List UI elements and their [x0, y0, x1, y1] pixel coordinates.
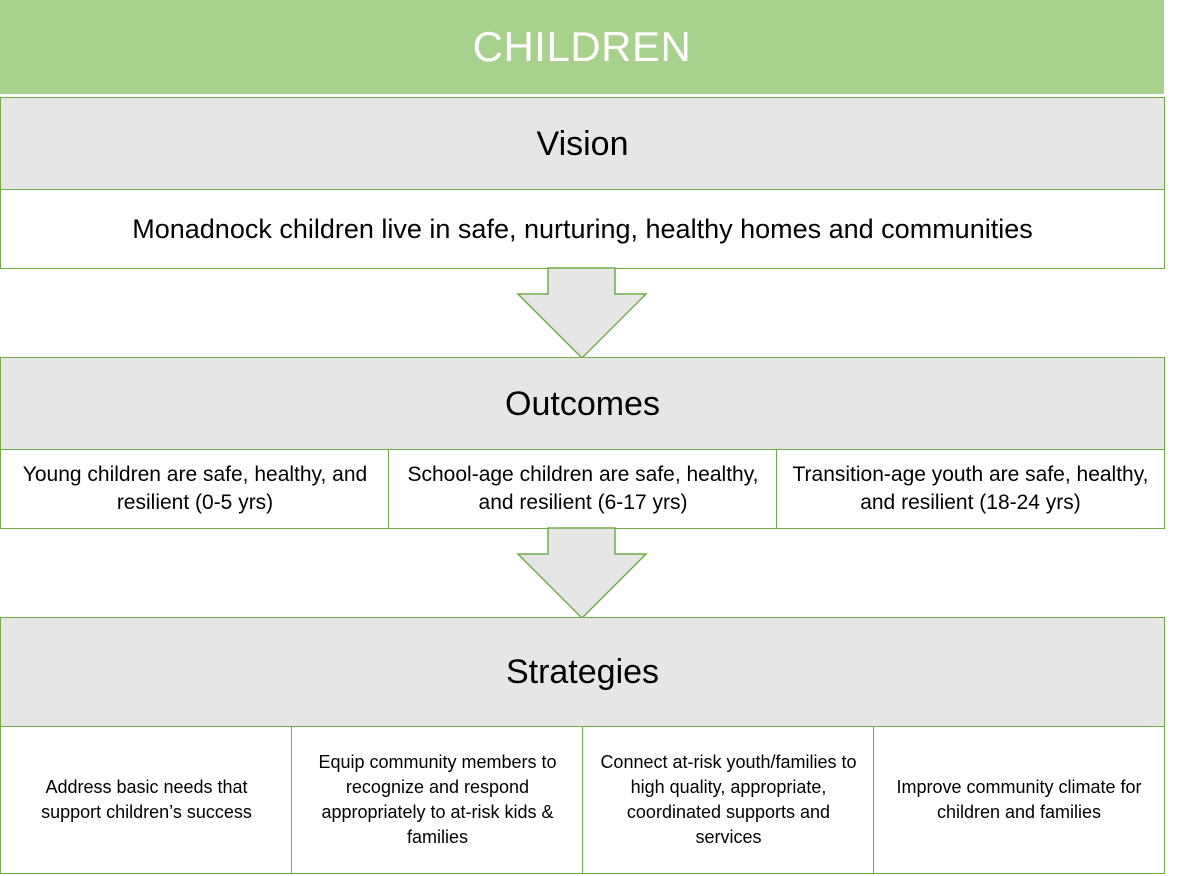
strategy-item-community-climate — [873, 726, 1165, 874]
vision-statement-box — [0, 189, 1165, 269]
strategy-item-basic-needs — [0, 726, 293, 874]
outcome-item-school-age — [388, 449, 778, 529]
strategies-heading: Strategies — [505, 653, 660, 691]
vision-header — [0, 97, 1165, 191]
outcome-item-young-children — [0, 449, 390, 529]
down-arrow-1 — [515, 268, 651, 360]
outcome-label: Young children are safe, healthy, and resilient (0-5 yrs) — [22, 463, 368, 514]
banner-title: CHILDREN — [472, 23, 692, 70]
strategy-label: Equip community members to recognize and respond appropriately to at-risk kids & families — [318, 752, 557, 847]
outcome-label: School-age children are safe, healthy, and resilient (6-17 yrs) — [407, 463, 759, 514]
strategy-item-equip-community — [291, 726, 584, 874]
strategy-label: Connect at-risk youth/families to high quality, appropriate, coordinated supports and services — [600, 752, 857, 847]
vision-statement: Monadnock children live in safe, nurturing, healthy homes and communities — [132, 213, 1033, 244]
strategy-item-connect-youth — [582, 726, 875, 874]
outcomes-header — [0, 357, 1165, 451]
strategies-header — [0, 617, 1165, 728]
down-arrow-2 — [515, 528, 651, 620]
outcomes-heading: Outcomes — [505, 384, 660, 423]
vision-heading: Vision — [536, 124, 629, 163]
outcome-label: Transition-age youth are safe, healthy, and resilient (18-24 yrs) — [792, 463, 1149, 514]
banner — [0, 0, 1164, 94]
outcome-item-transition-age — [776, 449, 1165, 529]
strategy-label: Address basic needs that support children’s success — [41, 777, 252, 822]
strategy-label: Improve community climate for children and families — [896, 777, 1142, 822]
